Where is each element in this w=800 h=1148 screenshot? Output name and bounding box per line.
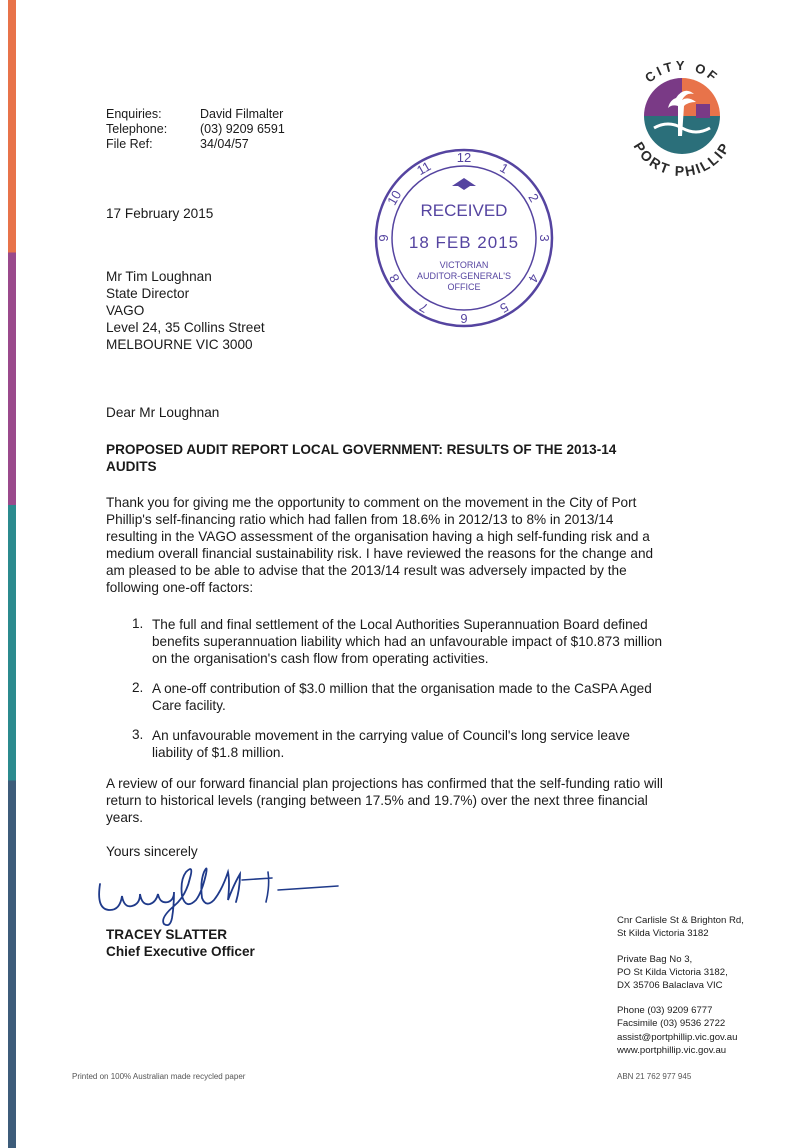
- list-item-line: A one-off contribution of $3.0 million that the organisation made to the CaSPA Aged: [152, 681, 652, 696]
- file-ref-value: 34/04/57: [200, 137, 249, 151]
- paragraph-line: A review of our forward financial plan projections has confirmed that the self-funding ratio will: [106, 776, 663, 791]
- email-link[interactable]: assist@portphillip.vic.gov.au: [617, 1032, 738, 1043]
- address-line: Cnr Carlisle St & Brighton Rd,: [617, 915, 744, 926]
- stamp-received: RECEIVED: [420, 201, 508, 220]
- telephone-value: (03) 9209 6591: [200, 122, 285, 136]
- letter-date: 17 February 2015: [106, 206, 214, 221]
- list-item-line: Care facility.: [152, 698, 226, 713]
- handwritten-signature: [92, 862, 342, 928]
- stamp-date: 18 FEB 2015: [408, 233, 520, 252]
- city-of-port-phillip-logo: [614, 48, 750, 184]
- paragraph-line: Thank you for giving me the opportunity to comment on the movement in the City of Port: [106, 495, 637, 510]
- stamp-hour-label: 9: [376, 234, 391, 242]
- phone-line: Phone (03) 9209 6777: [617, 1005, 713, 1016]
- paragraph-line: medium overall financial sustainability risk. I have reviewed the reasons for the change and: [106, 546, 654, 561]
- paragraph-line: am pleased to be able to advise that the 2013/14 result was adversely impacted by the: [106, 563, 627, 578]
- stamp-office-line1: VICTORIAN: [439, 260, 489, 270]
- stamp-hour-label: 2: [525, 190, 543, 205]
- list-number: 2.: [132, 680, 144, 695]
- logo-bottom-text: PORT PHILLIP: [630, 138, 734, 180]
- list-item-line: liability of $1.8 million.: [152, 745, 285, 760]
- list-item-line: An unfavourable movement in the carrying value of Council's long service leave: [152, 728, 630, 743]
- closing: Yours sincerely: [106, 844, 198, 859]
- fax-line: Facsimile (03) 9536 2722: [617, 1018, 726, 1029]
- file-ref-label: File Ref:: [106, 137, 153, 151]
- abn: ABN 21 762 977 945: [617, 1072, 692, 1081]
- enquiries-value: David Filmalter: [200, 107, 284, 121]
- stamp-hour-label: 7: [416, 299, 431, 317]
- list-number: 3.: [132, 727, 144, 742]
- stamp-hour-label: 11: [414, 158, 434, 179]
- paragraph-line: following one-off factors:: [106, 580, 254, 595]
- paragraph-line: return to historical levels (ranging between 17.5% and 19.7%) over the next three financial: [106, 793, 648, 808]
- enquiries-label: Enquiries:: [106, 107, 162, 121]
- list-item-line: The full and final settlement of the Local Authorities Superannuation Board defined: [152, 617, 648, 632]
- recipient-line: Mr Tim Loughnan: [106, 269, 212, 284]
- recipient-line: VAGO: [106, 303, 145, 318]
- address-line: DX 35706 Balaclava VIC: [617, 980, 723, 991]
- subject-line: AUDITS: [106, 459, 157, 474]
- telephone-label: Telephone:: [106, 122, 168, 136]
- website-link[interactable]: www.portphillip.vic.gov.au: [617, 1045, 727, 1056]
- logo-top-text: CITY OF: [641, 57, 723, 86]
- stamp-hour-label: 1: [497, 159, 512, 177]
- salutation: Dear Mr Loughnan: [106, 405, 220, 420]
- signer-name: TRACEY SLATTER: [106, 927, 228, 942]
- recipient-line: MELBOURNE VIC 3000: [106, 337, 253, 352]
- stamp-office-line3: OFFICE: [447, 282, 481, 292]
- address-line: St Kilda Victoria 3182: [617, 928, 709, 939]
- stamp-hour-label: 4: [525, 271, 543, 286]
- stamp-hour-label: 6: [460, 311, 468, 326]
- recycled-paper-note: Printed on 100% Australian made recycled paper: [72, 1072, 246, 1081]
- list-item-line: benefits superannuation liability which had an unfavourable impact of $10.873 million: [152, 634, 663, 649]
- stamp-hour-label: 12: [456, 150, 472, 165]
- stamp-hour-label: 3: [537, 234, 552, 242]
- paragraph-line: resulting in the VAGO assessment of the organisation having a high self-funding risk and a: [106, 529, 650, 544]
- subject-line: PROPOSED AUDIT REPORT LOCAL GOVERNMENT: RESULTS OF THE 2013-14: [106, 442, 617, 457]
- received-stamp: [366, 140, 562, 336]
- stamp-hour-label: 10: [384, 187, 405, 208]
- stamp-office-line2: AUDITOR-GENERAL'S: [416, 271, 512, 281]
- list-number: 1.: [132, 616, 144, 631]
- address-line: PO St Kilda Victoria 3182,: [617, 967, 728, 978]
- paragraph-line: years.: [106, 810, 144, 825]
- list-item-line: on the organisation's cash flow from operating activities.: [152, 651, 489, 666]
- left-color-stripe: [8, 0, 16, 1148]
- address-line: Private Bag No 3,: [617, 954, 693, 965]
- recipient-line: State Director: [106, 286, 190, 301]
- paragraph-line: Phillip's self-financing ratio which had fallen from 18.6% in 2012/13 to 8% in 2013/14: [106, 512, 614, 527]
- recipient-line: Level 24, 35 Collins Street: [106, 320, 265, 335]
- stamp-hour-label: 5: [497, 299, 512, 317]
- signer-title: Chief Executive Officer: [106, 944, 255, 959]
- stamp-hour-label: 8: [385, 271, 403, 286]
